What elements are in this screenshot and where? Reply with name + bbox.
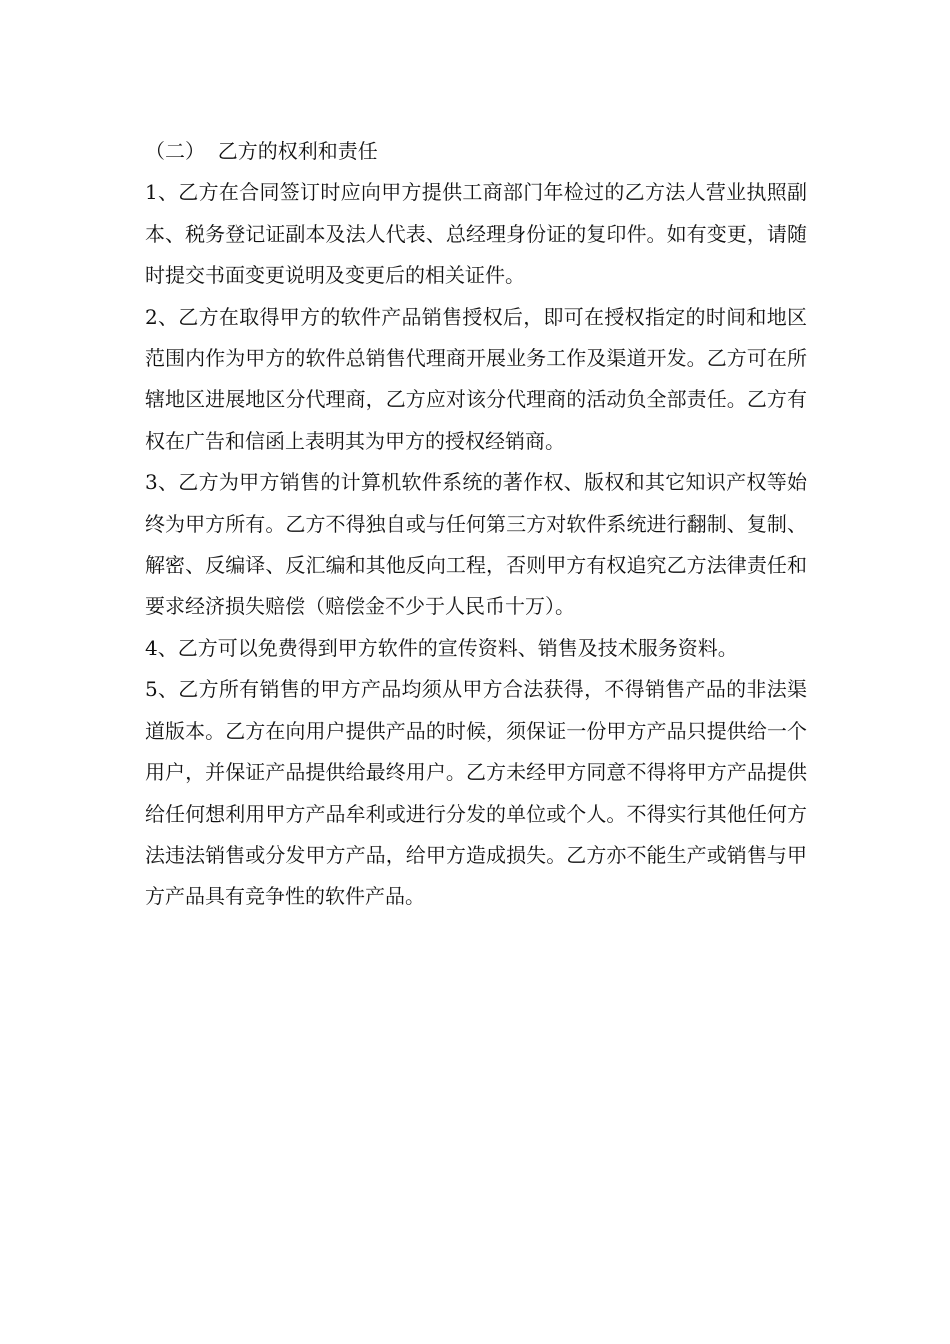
document-body bbox=[145, 131, 807, 918]
clause-2: 2、乙方在取得甲方的软件产品销售授权后，即可在授权指定的时间和地区范围内作为甲方的软件总销售代理商开展业务工作及渠道开发。乙方可在所辖地区进展地区分代理商，乙方应对该分代理商的活动负全部责任。乙方有权在广告和信函上表明其为甲方的授权经销商。 bbox=[145, 304, 807, 453]
clause-3: 3、乙方为甲方销售的计算机软件系统的著作权、版权和其它知识产权等始终为甲方所有。乙方不得独自或与任何第三方对软件系统进行翻制、复制、解密、反编译、反汇编和其他反向工程，否则甲方有权追究乙方法律责任和要求经济损失赔偿（赔偿金不少于人民币十万）。 bbox=[145, 470, 807, 619]
clause-4: 4、乙方可以免费得到甲方软件的宣传资料、销售及技术服务资料。 bbox=[145, 635, 738, 660]
section-heading: （二） 乙方的权利和责任 bbox=[145, 139, 378, 163]
clause-5: 5、乙方所有销售的甲方产品均须从甲方合法获得，不得销售产品的非法渠道版本。乙方在向用户提供产品的时候，须保证一份甲方产品只提供给一个用户，并保证产品提供给最终用户。乙方未经甲方同意不得将甲方产品提供给任何想利用甲方产品牟利或进行分发的单位或个人。不得实行其他任何方法违法销售或分发甲方产品，给甲方造成损失。乙方亦不能生产或销售与甲方产品具有竞争性的软件产品。 bbox=[145, 677, 807, 909]
clause-1: 1、乙方在合同签订时应向甲方提供工商部门年检过的乙方法人营业执照副本、税务登记证副本及法人代表、总经理身份证的复印件。如有变更，请随时提交书面变更说明及变更后的相关证件。 bbox=[145, 180, 807, 288]
